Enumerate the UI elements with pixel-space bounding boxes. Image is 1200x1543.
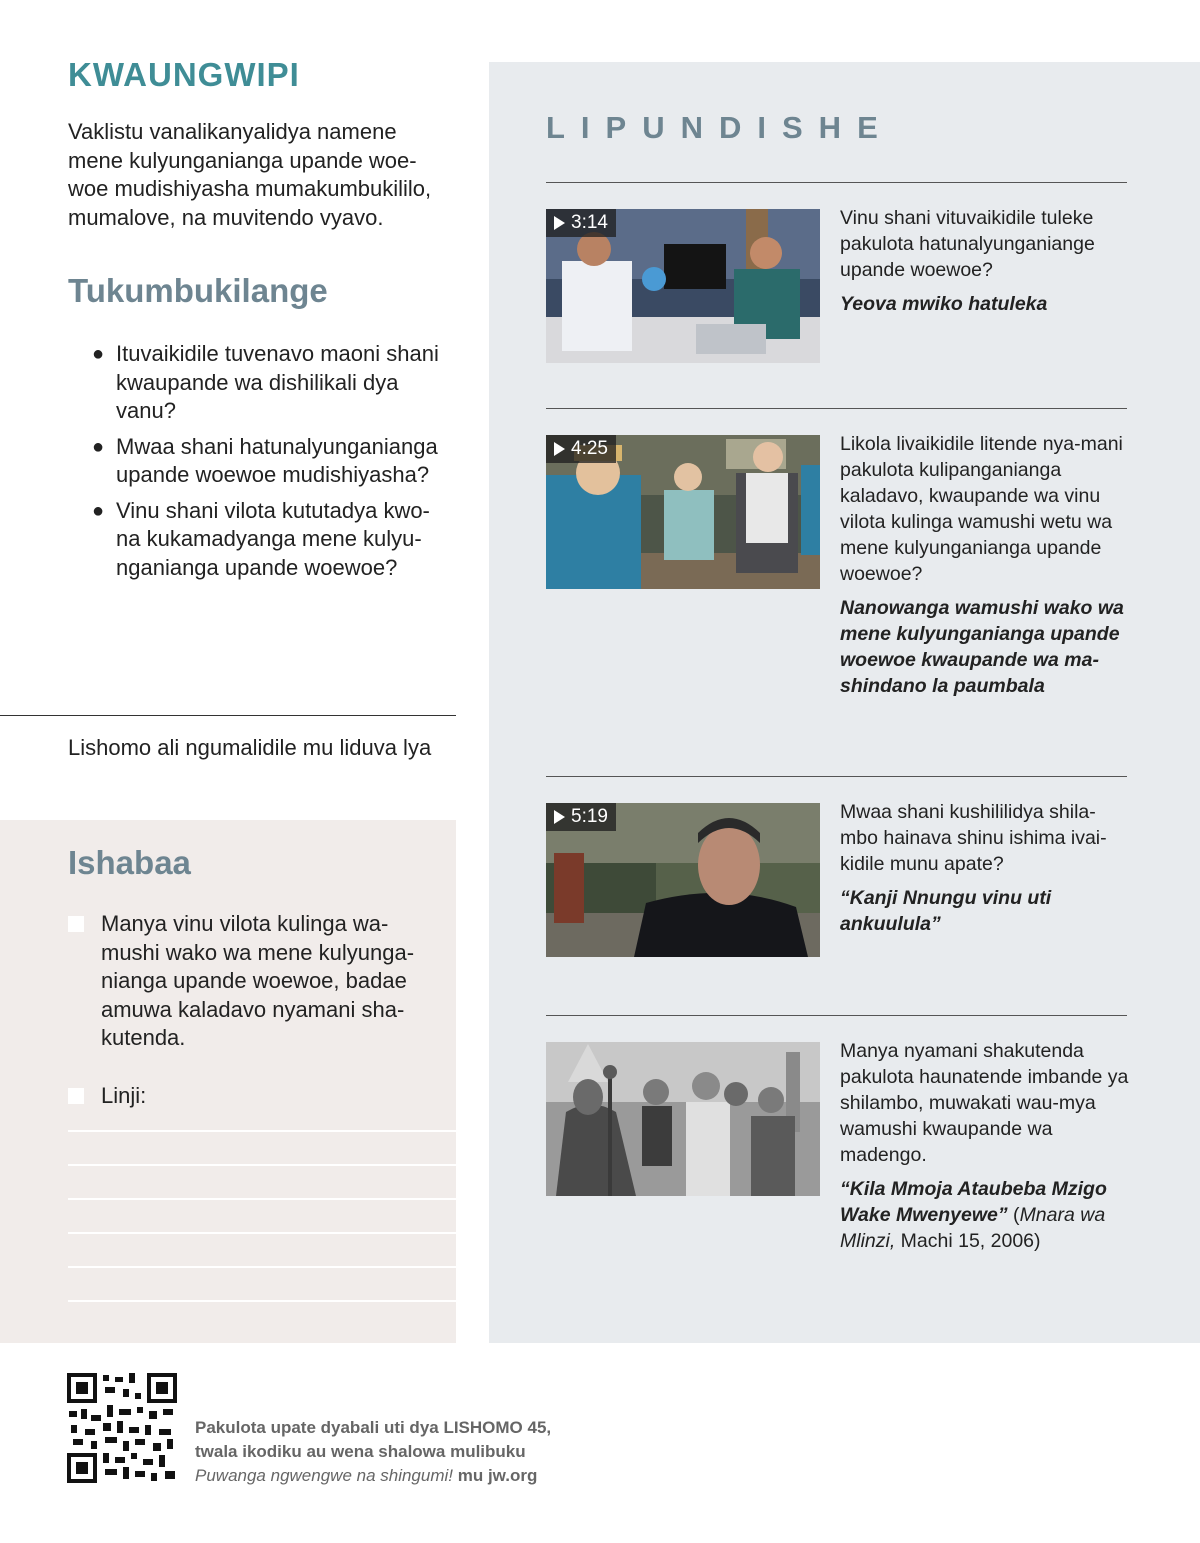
bullet-icon: ● bbox=[92, 343, 105, 365]
play-icon bbox=[554, 442, 565, 456]
write-line[interactable] bbox=[68, 1266, 456, 1268]
divider bbox=[546, 1015, 1127, 1016]
write-line[interactable] bbox=[68, 1164, 456, 1166]
bullet-icon: ● bbox=[92, 435, 105, 458]
video-text-1 bbox=[840, 205, 1130, 317]
video-title-link[interactable] bbox=[840, 595, 1130, 699]
list-item-text: Ituvaikidile tuvenavo maoni shani kwaupande wa dishilikali dya vanu? bbox=[116, 341, 439, 423]
divider bbox=[546, 182, 1127, 183]
article-ref-open: ( bbox=[1007, 1204, 1020, 1226]
duration-badge bbox=[546, 209, 616, 237]
duration-text: 3:14 bbox=[571, 212, 608, 233]
kwaungwipi-title: KWAUNGWIPI bbox=[68, 56, 300, 93]
lesson-completed-line: Lishomo ali ngumalidile mu liduva lya bbox=[68, 735, 432, 760]
bullet-icon: ● bbox=[92, 499, 105, 522]
checkbox-icon[interactable] bbox=[68, 916, 84, 932]
write-line[interactable] bbox=[68, 1300, 456, 1302]
video-question: Likola livaikidile litende nya-mani pakulota kulipanganianga kaladavo, kwaupande wa vinu vilota kulinga wamushi wetu wa mene kulyunganianga upande woewoe? bbox=[840, 433, 1123, 585]
video-text-2 bbox=[840, 431, 1130, 699]
duration-text: 5:19 bbox=[571, 806, 608, 827]
list-item-text: Mwaa shani hatunalyunganianga upande woewoe mudishiyasha? bbox=[116, 433, 438, 487]
footer-line2: twala ikodiku au wena shalowa mulibuku bbox=[195, 1442, 526, 1461]
left-column bbox=[0, 0, 456, 1543]
checkbox-icon[interactable] bbox=[68, 1088, 84, 1104]
duration-badge bbox=[546, 803, 616, 831]
footer-text bbox=[195, 1416, 655, 1488]
lipundishe-title: LIPUNDISHE bbox=[546, 110, 894, 145]
list-item bbox=[92, 497, 454, 583]
task-checkbox-row[interactable] bbox=[68, 910, 438, 1053]
article-title-link[interactable] bbox=[840, 1176, 1130, 1254]
ishabaa-panel bbox=[0, 820, 456, 1343]
write-line[interactable] bbox=[68, 1198, 456, 1200]
list-item bbox=[92, 433, 454, 490]
article-question: Manya nyamani shakutenda pakulota haunatende imbande ya shilambo, muwakati wau-mya wamushi kwaupande wa madengo. bbox=[840, 1040, 1129, 1166]
play-icon bbox=[554, 216, 565, 230]
list-item bbox=[92, 340, 454, 426]
video-title-link[interactable] bbox=[840, 291, 1130, 317]
ishabaa-title: Ishabaa bbox=[68, 844, 191, 881]
video-thumbnail-1[interactable] bbox=[546, 209, 820, 363]
article-source: Mnara wa Mlinzi, bbox=[840, 1204, 1106, 1252]
video-thumbnail-2[interactable] bbox=[546, 435, 820, 589]
video-text-3 bbox=[840, 799, 1130, 937]
play-icon bbox=[554, 810, 565, 824]
duration-text: 4:25 bbox=[571, 438, 608, 459]
video-title: Nanowanga wamushi wako wa mene kulyunganianga upande woewoe kwaupande wa ma-shindano la paumbala bbox=[840, 597, 1124, 697]
video-question: Vinu shani vituvaikidile tuleke pakulota hatunalyunganiange upande woewoe? bbox=[840, 207, 1095, 281]
divider bbox=[546, 776, 1127, 777]
other-label: Linji: bbox=[101, 1083, 147, 1108]
write-line[interactable] bbox=[68, 1232, 456, 1234]
qr-code-icon[interactable] bbox=[67, 1373, 177, 1483]
biblical-scene-image bbox=[546, 1042, 820, 1196]
write-line[interactable] bbox=[68, 1130, 456, 1132]
article-text bbox=[840, 1038, 1130, 1254]
duration-badge bbox=[546, 435, 616, 463]
video-title-link[interactable] bbox=[840, 885, 1130, 937]
lipundishe-panel bbox=[489, 62, 1200, 1343]
video-question: Mwaa shani kushililidya shila-mbo hainava shinu ishima ivai-kidile munu apate? bbox=[840, 801, 1107, 875]
footer-line1: Pakulota upate dyabali uti dya LISHOMO 45, bbox=[195, 1418, 552, 1437]
tukumbukilange-list bbox=[92, 340, 454, 589]
article-title: “Kila Mmoja Ataubeba Mzigo Wake Mwenyewe” bbox=[840, 1178, 1107, 1226]
footer-book-title: Puwanga ngwengwe na shingumi! bbox=[195, 1466, 454, 1485]
tukumbukilange-title: Tukumbukilange bbox=[68, 272, 328, 309]
video-title: Yeova mwiko hatuleka bbox=[840, 293, 1048, 315]
article-illustration[interactable] bbox=[546, 1042, 820, 1196]
task-text: Manya vinu vilota kulinga wa-mushi wako wa mene kulyunga-nianga upande woewoe, badae amuwa kaladavo nyamani sha-kutenda. bbox=[101, 911, 415, 1050]
video-thumbnail-3[interactable] bbox=[546, 803, 820, 957]
divider bbox=[0, 715, 456, 716]
video-title: “Kanji Nnungu vinu uti ankuulula” bbox=[840, 887, 1052, 935]
footer-site: mu jw.org bbox=[453, 1466, 538, 1485]
kwaungwipi-intro: Vaklistu vanalikanyalidya namene mene kulyunganianga upande woe-woe mudishiyasha mumakumbukililo, mumalove, na muvitendo vyavo. bbox=[68, 119, 432, 230]
list-item-text: Vinu shani vilota kututadya kwo-na kukamadyanga mene kulyu-nganianga upande woewoe? bbox=[116, 497, 430, 580]
article-date: Machi 15, 2006) bbox=[895, 1230, 1041, 1252]
other-checkbox-row[interactable] bbox=[68, 1082, 438, 1111]
divider bbox=[546, 408, 1127, 409]
